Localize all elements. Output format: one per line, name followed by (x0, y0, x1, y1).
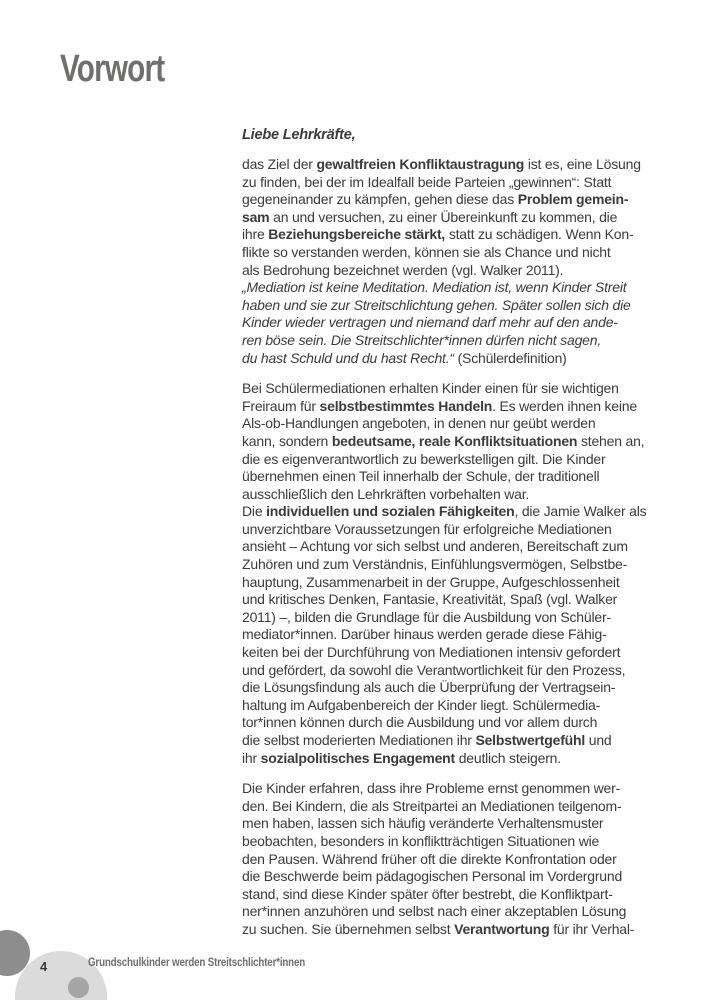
page-title: Vorwort (60, 48, 165, 90)
text-line: unverzichtbare Voraussetzungen für erfolgreiche Mediationen (242, 520, 612, 537)
text-line: ausschließlich den Lehrkräften vorbehalten war. (242, 485, 530, 502)
text-line: und gefördert, da sowohl die Verantwortlichkeit für den Prozess, (242, 661, 626, 678)
salutation: Liebe Lehrkräfte, (242, 127, 356, 143)
text-line: ren böse sein. Die Streitschlichter*innen dürfen nicht sagen, (242, 331, 602, 348)
text-line: sam an und versuchen, zu einer Übereinkunft zu kommen, die (242, 208, 618, 225)
text-line: die es eigenverantwortlich zu bewerkstelligen gilt. Die Kinder (242, 450, 606, 467)
text-line: Zuhören und zum Verständnis, Einfühlungsvermögen, Selbstbe- (242, 556, 628, 573)
text-line: Kinder wieder vertragen und niemand darf mehr auf den ande- (242, 314, 618, 331)
text-line: flikte so verstanden werden, können sie als Chance und nicht (242, 243, 611, 260)
text-line: als Bedrohung bezeichnet werden (vgl. Walker 2011). (242, 261, 564, 278)
text-line: hauptung, Zusammenarbeit in der Gruppe, Aufgeschlossenheit (242, 573, 620, 590)
text-line: tor*innen können durch die Ausbildung und vor allem durch (242, 714, 598, 731)
text-line: Die individuellen und sozialen Fähigkeiten, die Jamie Walker als (242, 503, 647, 520)
text-line: men haben, lassen sich häufig veränderte Verhaltensmuster (242, 815, 604, 832)
text-line: zu suchen. Sie übernehmen selbst Verantwortung für ihr Verhal- (242, 920, 635, 937)
text-line: und kritisches Denken, Fantasie, Kreativität, Spaß (vgl. Walker (242, 591, 618, 608)
body-text (242, 126, 707, 939)
paragraph (242, 780, 707, 938)
text-line: „Mediation ist keine Meditation. Mediation ist, wenn Kinder Streit (242, 279, 627, 296)
text-line: keiten bei der Durchführung von Mediationen intensiv gefordert (242, 644, 621, 661)
text-line: haben und sie zur Streitschlichtung gehen. Später sollen sich die (242, 296, 631, 313)
decorative-circle-medium (68, 977, 89, 998)
text-line: das Ziel der gewaltfreien Konfliktaustragung ist es, eine Lösung (242, 156, 641, 172)
text-line: zu finden, bei der im Idealfall beide Parteien „gewinnen“: Statt (242, 173, 612, 190)
paragraph (242, 380, 707, 767)
text-line: die Lösungsfindung als auch die Überprüfung der Vertragsein- (242, 679, 616, 696)
text-line: die Beschwerde beim pädagogischen Personal im Vordergrund (242, 868, 623, 885)
text-line: den Pausen. Während früher oft die direkte Konfrontation oder (242, 850, 617, 867)
text-line: Die Kinder erfahren, dass ihre Probleme ernst genommen wer- (242, 780, 621, 797)
text-line: stand, sind diese Kinder später öfter bestrebt, die Konfliktpart- (242, 885, 613, 902)
text-line: Freiraum für selbstbestimmtes Handeln. Es werden ihnen keine (242, 397, 637, 414)
text-line: den. Bei Kindern, die als Streitpartei an Mediationen teilgenom- (242, 797, 622, 814)
text-line: du hast Schuld und du hast Recht.“ (Schülerdefinition) (242, 349, 567, 366)
text-line: mediator*innen. Darüber hinaus werden gerade diese Fähig- (242, 626, 607, 643)
text-line: Als-ob-Handlungen angeboten, in denen nur geübt werden (242, 415, 596, 432)
paragraph (242, 156, 707, 367)
footer-book-title: Grundschulkinder werden Streitschlichter*innen (88, 957, 306, 969)
text-line: haltung im Aufgabenbereich der Kinder liegt. Schülermedia- (242, 696, 601, 713)
text-line: ihr sozialpolitisches Engagement deutlich steigern. (242, 749, 561, 766)
text-line: beobachten, besonders in konfliktträchtigen Situationen wie (242, 832, 600, 849)
text-line: übernehmen einen Teil innerhalb der Schule, der traditionell (242, 468, 600, 485)
text-line: ansieht – Achtung vor sich selbst und anderen, Bereitschaft zum (242, 538, 628, 555)
text-line: gegeneinander zu kämpfen, gehen diese das Problem gemein- (242, 191, 629, 208)
text-line: ner*innen anzuhören und selbst nach einer akzeptablen Lösung (242, 903, 627, 920)
page-number: 4 (40, 959, 48, 974)
text-line: kann, sondern bedeutsame, reale Konfliktsituationen stehen an, (242, 432, 645, 449)
text-line: ihre Beziehungsbereiche stärkt, statt zu schädigen. Wenn Kon- (242, 226, 634, 243)
text-line: Bei Schülermediationen erhalten Kinder einen für sie wichtigen (242, 380, 619, 397)
text-line: die selbst moderierten Mediationen ihr Selbstwertgefühl und (242, 732, 612, 748)
text-line: 2011) –, bilden die Grundlage für die Ausbildung von Schüler- (242, 608, 611, 625)
